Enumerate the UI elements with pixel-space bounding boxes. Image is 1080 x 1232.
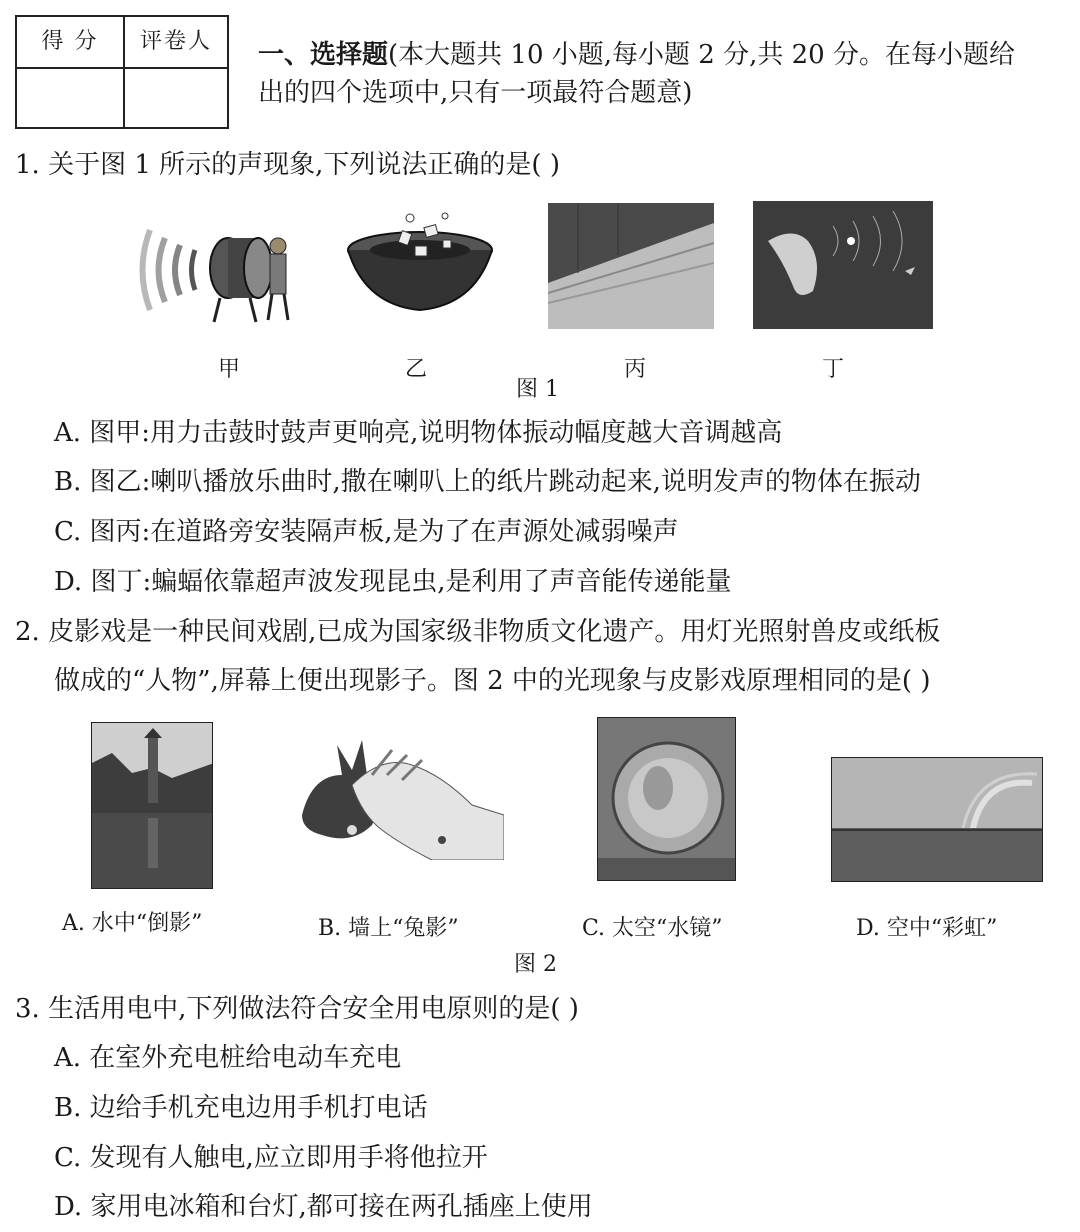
fig1-caption: 图 1 — [516, 377, 559, 402]
q1-option-a: A. 图甲:用力击鼓时鼓声更响亮,说明物体振动幅度越大音调越高 — [54, 418, 783, 448]
drum-image — [130, 210, 295, 328]
fig1-label-jia: 甲 — [218, 357, 241, 382]
q2-caption-a: A. 水中“倒影” — [62, 911, 203, 936]
section-desc-line2: 出的四个选项中,只有一项最符合题意) — [258, 78, 693, 108]
score-header: 得 分 — [41, 29, 99, 54]
q3-option-c: C. 发现有人触电,应立即用手将他拉开 — [54, 1143, 488, 1173]
q3-option-d: D. 家用电冰箱和台灯,都可接在两孔插座上使用 — [54, 1192, 593, 1222]
rainbow-image — [831, 757, 1043, 882]
speaker-image — [345, 210, 495, 320]
water-lens-image — [597, 717, 736, 881]
q1-option-b: B. 图乙:喇叭播放乐曲时,撒在喇叭上的纸片跳动起来,说明发声的物体在振动 — [54, 467, 921, 497]
q3-option-a: A. 在室外充电桩给电动车充电 — [54, 1043, 402, 1073]
q2-caption-c: C. 太空“水镜” — [582, 916, 723, 941]
q1-stem: 1. 关于图 1 所示的声现象,下列说法正确的是( ) — [15, 150, 560, 180]
hand-shadow-image — [292, 735, 504, 860]
pagoda-reflection-image — [91, 722, 213, 889]
fig1-label-bing: 丙 — [624, 357, 647, 382]
q1-option-d: D. 图丁:蝙蝠依靠超声波发现昆虫,是利用了声音能传递能量 — [54, 567, 732, 597]
fig2-caption: 图 2 — [514, 952, 557, 977]
table-divider — [123, 17, 125, 127]
section-desc-line1: (本大题共 10 小题,每小题 2 分,共 20 分。在每小题给 — [388, 40, 1015, 70]
noise-barrier-image — [548, 203, 714, 329]
fig1-label-ding: 丁 — [822, 357, 845, 382]
section-header — [258, 36, 1058, 112]
q2-stem-line2: 做成的“人物”,屏幕上便出现影子。图 2 中的光现象与皮影戏原理相同的是( ) — [54, 666, 931, 696]
grader-header: 评卷人 — [139, 29, 212, 54]
score-table — [15, 15, 229, 129]
fig1-label-yi: 乙 — [405, 357, 428, 382]
q1-option-c: C. 图丙:在道路旁安装隔声板,是为了在声源处减弱噪声 — [54, 517, 679, 547]
q2-stem-line1: 2. 皮影戏是一种民间戏剧,已成为国家级非物质文化遗产。用灯光照射兽皮或纸板 — [15, 617, 941, 647]
q2-caption-d: D. 空中“彩虹” — [856, 916, 998, 941]
q2-caption-b: B. 墙上“兔影” — [318, 916, 459, 941]
q3-option-b: B. 边给手机充电边用手机打电话 — [54, 1093, 428, 1123]
section-title: 一、选择题 — [258, 40, 389, 70]
q3-stem: 3. 生活用电中,下列做法符合安全用电原则的是( ) — [15, 994, 579, 1024]
table-divider — [17, 67, 227, 69]
bat-image — [753, 201, 933, 329]
